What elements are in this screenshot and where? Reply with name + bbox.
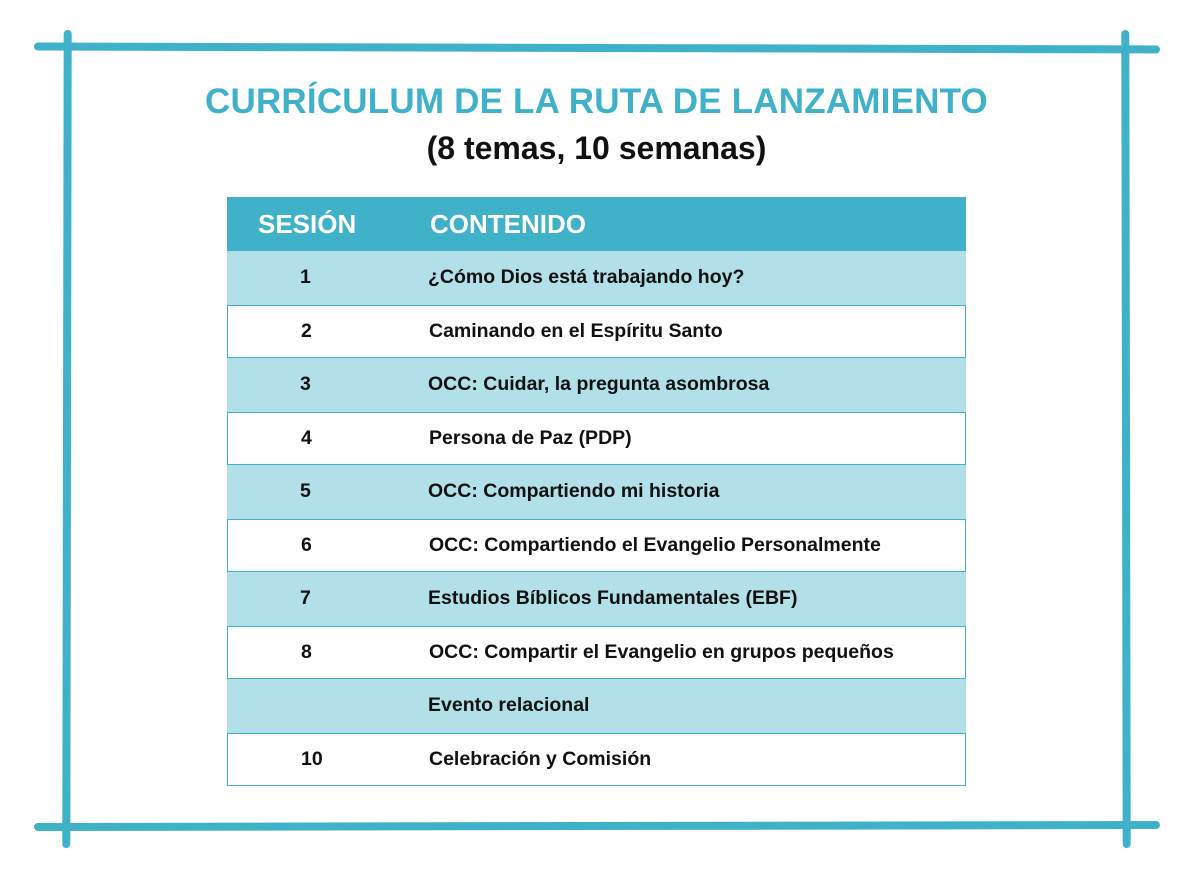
column-header-content: CONTENIDO [430,208,586,239]
table-row [227,465,966,519]
session-number: 10 [301,747,323,770]
table-row [227,626,966,680]
session-content: Celebración y Comisión [429,747,652,770]
table-row [227,358,966,412]
table-row [227,572,966,626]
column-header-session: SESIÓN [258,208,357,239]
session-number: 2 [301,319,312,342]
page-subtitle: (8 temas, 10 semanas) [426,130,767,166]
session-number: 4 [301,426,312,449]
page-title: CURRÍCULUM DE LA RUTA DE LANZAMIENTO [205,82,988,121]
table-row [227,519,966,573]
curriculum-table [227,197,966,786]
session-number: 1 [300,266,311,289]
session-number: 6 [301,533,312,556]
table-row [227,412,966,466]
frame-border-top [34,43,1160,54]
session-content: Persona de Paz (PDP) [429,426,632,449]
table-header [227,197,966,251]
session-content: Estudios Bíblicos Fundamentales (EBF) [428,587,798,610]
session-content: OCC: Compartiendo mi historia [428,480,720,503]
session-content: ¿Cómo Dios está trabajando hoy? [428,266,745,289]
session-number: 3 [300,373,311,396]
session-number: 8 [301,640,312,663]
table-row [227,251,966,305]
table-row [227,679,966,733]
session-number: 7 [300,587,311,610]
session-number: 5 [300,480,311,503]
session-content: Evento relacional [428,694,590,717]
session-content: OCC: Compartir el Evangelio en grupos pequeños [429,640,894,663]
table-row [227,305,966,359]
frame-border-bottom [34,821,1160,831]
table-row [227,733,966,787]
session-content: OCC: Compartiendo el Evangelio Personalmente [429,533,881,556]
session-content: OCC: Cuidar, la pregunta asombrosa [428,373,770,396]
session-content: Caminando en el Espíritu Santo [429,319,723,342]
